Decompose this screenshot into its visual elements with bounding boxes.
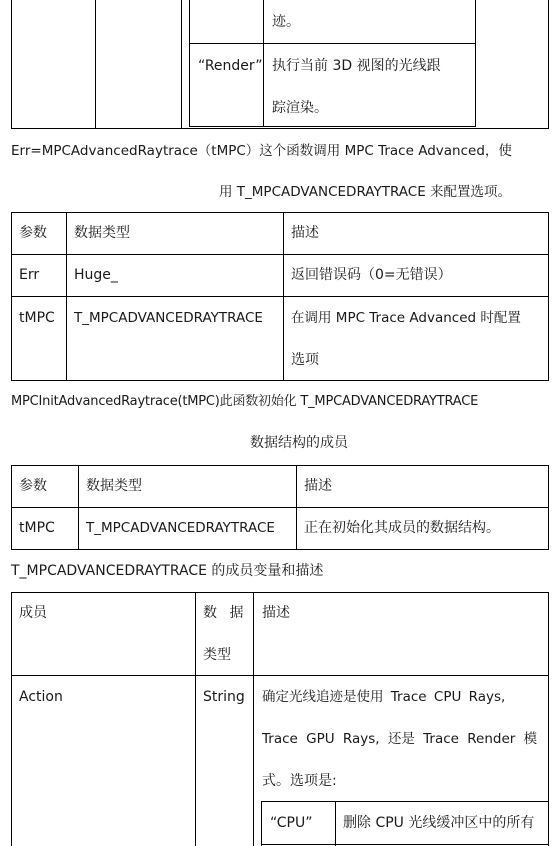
para1-line1: Err=MPCAdvancedRaytrace（tMPC）这个函数调用 MPC Trace Advanced，使: [11, 143, 512, 159]
t2-header-type: 数据类型: [86, 478, 142, 494]
para1-line2: 用 T_MPCADVANCEDRAYTRACE 来配置选项。: [219, 184, 512, 200]
t1-row2-desc-line1: 在调用 MPC Trace Advanced 时配置: [291, 310, 521, 326]
t3-row-desc-line3: 式。选项是:: [262, 773, 337, 789]
t1-row2-param: tMPC: [19, 310, 55, 326]
t3-row-type: String: [203, 689, 245, 705]
fragment-row2-desc-line1: 执行当前 3D 视图的光线跟: [272, 58, 441, 74]
para3: T_MPCADVANCEDRAYTRACE 的成员变量和描述: [11, 563, 324, 579]
t3-nested-key: “CPU”: [270, 815, 313, 831]
t1-row2-type: T_MPCADVANCEDRAYTRACE: [74, 310, 263, 326]
t1-header-type: 数据类型: [74, 225, 130, 241]
t1-header-param: 参数: [19, 225, 47, 241]
t1-row1-desc: 返回错误码（0=无错误）: [291, 267, 452, 283]
t3-header-desc: 描述: [262, 605, 290, 621]
fragment-row2-key: “Render”: [198, 58, 263, 74]
fragment-row2-desc-line2: 踪渲染。: [272, 100, 328, 116]
para2-line2: 数据结构的成员: [250, 435, 348, 451]
fragment-row1-desc: 迹。: [272, 14, 300, 30]
para2-line1: MPCInitAdvancedRaytrace(tMPC)此函数初始化 T_MPCADVANCEDRAYTRACE: [11, 394, 479, 409]
t3-header-type-line2: 类型: [203, 647, 231, 663]
t3-header-member: 成员: [19, 605, 47, 621]
t1-row1-type: Huge_: [74, 267, 118, 283]
t2-row1-param: tMPC: [19, 520, 55, 536]
t2-row1-desc: 正在初始化其成员的数据结构。: [304, 520, 500, 536]
t2-header-desc: 描述: [304, 478, 332, 494]
t2-row1-type: T_MPCADVANCEDRAYTRACE: [86, 520, 275, 536]
t3-row-member: Action: [19, 689, 63, 705]
t1-row2-desc-line2: 选项: [291, 352, 319, 368]
t1-header-desc: 描述: [291, 225, 319, 241]
t2-header-param: 参数: [19, 478, 47, 494]
t3-nested-desc: 删除 CPU 光线缓冲区中的所有: [343, 815, 535, 831]
t1-row1-param: Err: [19, 267, 40, 283]
t3-row-desc-line1: 确定光线追迹是使用 Trace CPU Rays,: [262, 689, 506, 705]
t3-header-type-line1: 数 据: [203, 605, 244, 621]
t3-row-desc-line2: Trace GPU Rays, 还是 Trace Render 模: [262, 731, 538, 747]
